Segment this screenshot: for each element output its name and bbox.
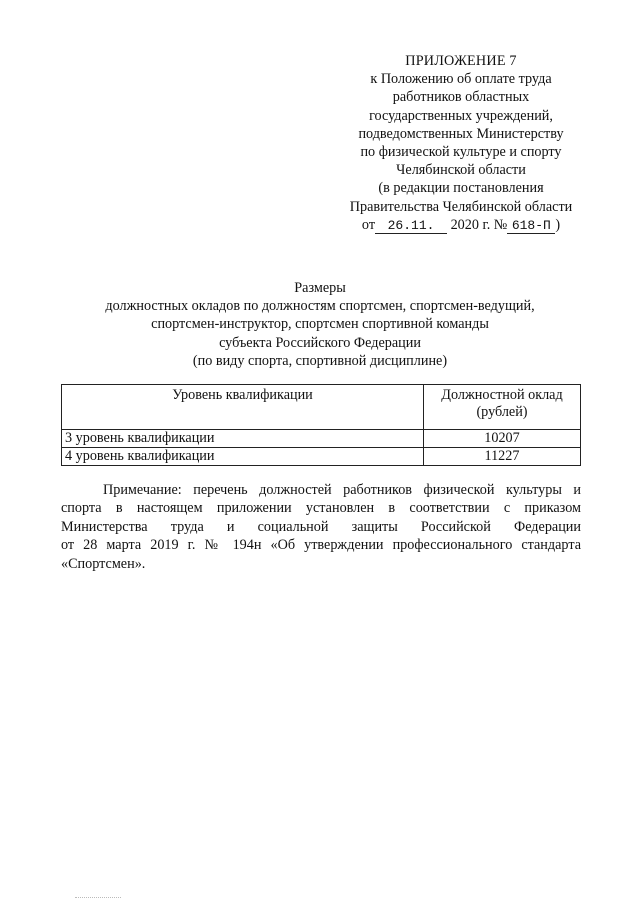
note-line: спорта в настоящем приложении установлен в соответствии с приказом — [61, 500, 581, 517]
salary-table — [61, 384, 581, 466]
document-heading — [60, 279, 580, 370]
table-row — [62, 430, 581, 448]
heading-line: Размеры — [294, 280, 346, 296]
heading-line: должностных окладов по должностям спортсмен, спортсмен-ведущий, — [105, 298, 535, 315]
note-line: «Спортсмен». — [61, 555, 146, 572]
column-header-level: Уровень квалификации — [62, 385, 424, 430]
table-row — [62, 448, 581, 466]
heading-line: (по виду спорта, спортивной дисциплине) — [192, 352, 448, 369]
appendix-header — [330, 52, 592, 234]
appendix-line: работников областных — [392, 89, 530, 106]
table-header-row — [62, 385, 581, 430]
note-line: Министерства труда и социальной защиты Российской Федерации — [61, 518, 581, 535]
scan-artifact — [75, 897, 121, 900]
appendix-line: государственных учреждений, — [369, 107, 553, 124]
note-line: Примечание: перечень должностей работников физической культуры и — [103, 482, 581, 498]
salary-cell: 11227 — [424, 448, 581, 466]
appendix-line: к Положению об оплате труда — [370, 71, 552, 88]
salary-header-line: Должностной оклад — [441, 387, 563, 403]
level-cell: 3 уровень квалификации — [62, 430, 424, 448]
handwritten-number: 618-П — [507, 219, 555, 234]
heading-line: субъекта Российского Федерации — [219, 334, 421, 351]
year-text: 2020 г. № — [450, 216, 508, 233]
appendix-line: (в редакции постановления — [378, 180, 544, 197]
note-line: от 28 марта 2019 г. № 194н «Об утверждении профессионального стандарта — [61, 537, 581, 554]
heading-line: спортсмен-инструктор, спортсмен спортивной команды — [151, 316, 489, 333]
appendix-line: подведомственных Министерству — [358, 125, 564, 142]
handwritten-date: 26.11. — [375, 219, 447, 234]
note-paragraph — [61, 481, 581, 573]
date-prefix: от — [361, 216, 376, 233]
appendix-date-line — [330, 216, 592, 234]
level-cell: 4 уровень квалификации — [62, 448, 424, 466]
salary-header-unit: (рублей) — [476, 404, 528, 420]
salary-cell: 10207 — [424, 430, 581, 448]
closing-paren: ) — [555, 216, 561, 233]
appendix-line: Правительства Челябинской области — [349, 198, 573, 215]
appendix-title: ПРИЛОЖЕНИЕ 7 — [405, 53, 517, 69]
appendix-line: Челябинской области — [396, 162, 526, 179]
column-header-salary — [424, 385, 581, 430]
appendix-line: по физической культуре и спорту — [360, 144, 562, 161]
